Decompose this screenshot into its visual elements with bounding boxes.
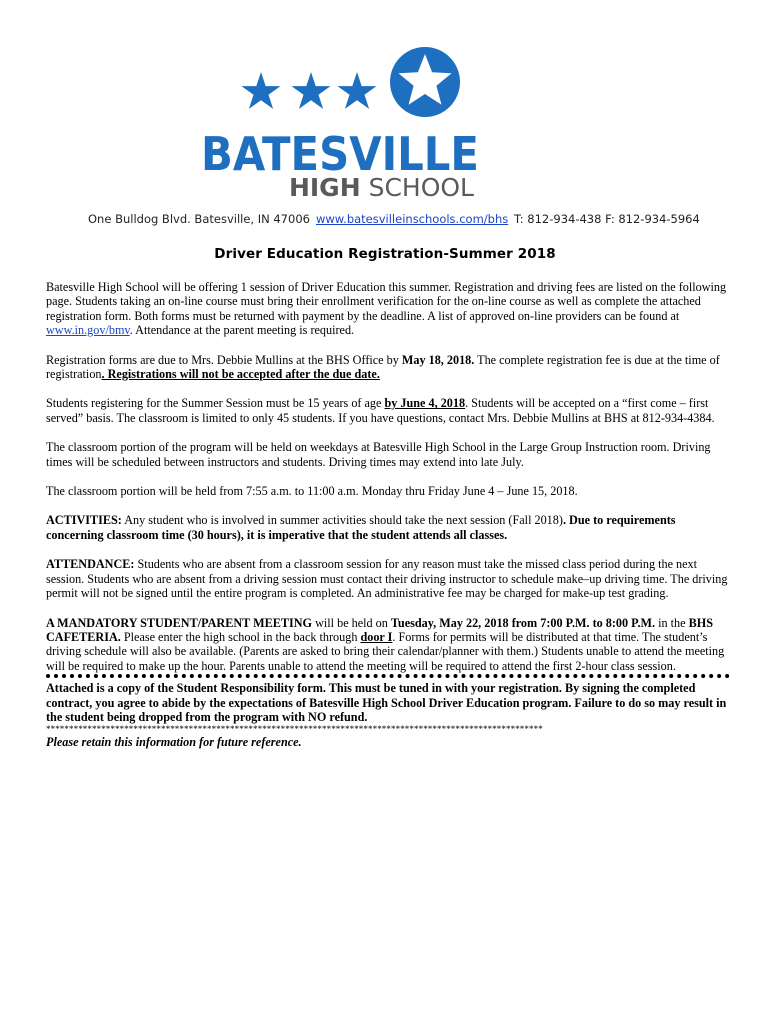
- activities-paragraph: ACTIVITIES: Any student who is involved in summer activities should take the next session (Fall 2018). Due to requirements concerning classroom time (30 hours), it is imperative that the student attends all classes.: [46, 513, 676, 542]
- document-body: [46, 280, 730, 750]
- bmv-link[interactable]: www.in.gov/bmv: [46, 323, 130, 338]
- due-paragraph: Registration forms are due to Mrs. Debbie Mullins at the BHS Office by May 18, 2018. The complete registration fee is due at the time of registration. Registrations will not be accepted after the due date.: [46, 352, 720, 382]
- asterisk-divider: ************************************************************************************************************: [46, 724, 543, 735]
- attendance-paragraph: ATTENDANCE: Students who are absent from a classroom session for any reason must take the missed class period during the next session. Students who are absent from a driving session must contact their driving instructor to schedule make–up driving time. The driving permit will not be signed until the entire program is completed. An administrative fee may be charged for make-up test grading.: [46, 557, 728, 601]
- logo-sub-light: SCHOOL: [368, 173, 474, 200]
- attached-paragraph: Attached is a copy of the Student Responsibility form. This must be tuned in with your registration. By signing the completed contract, you agree to abide by the expectations of Batesville High School Driver Education program. Failure to do so may result in the student being dropped from the program with NO refund.: [46, 681, 727, 724]
- schedule-paragraph: The classroom portion will be held from 7:55 a.m. to 11:00 a.m. Monday thru Friday June 4 – June 15, 2018.: [46, 484, 578, 499]
- phone-fax: T: 812-934-438 F: 812-934-5964: [514, 212, 700, 226]
- meeting-paragraph: A MANDATORY STUDENT/PARENT MEETING will be held on Tuesday, May 22, 2018 from 7:00 P.M. to 8:00 P.M. in the BHS CAFETERIA. Please enter the high school in the back through door I. Forms for permits will be distributed at that time. The student’s driving schedule will also be available. (Parents are asked to bring their calendar/planner with them.) Students unable to attend the meeting will be required to make up the hour. Parents unable to attend the meeting will be required to attend the first 2-hour class session.: [46, 615, 725, 673]
- address: One Bulldog Blvd. Batesville, IN 47006: [88, 212, 310, 226]
- school-logo: [0, 0, 770, 200]
- logo-name: BATESVILLE: [201, 127, 479, 181]
- website-link[interactable]: www.batesvilleinschools.com/bhs: [316, 212, 509, 226]
- dotted-divider: [46, 674, 730, 678]
- logo-star-1-icon: [242, 72, 281, 109]
- logo-star-3-icon: [338, 72, 377, 109]
- intro-paragraph: Batesville High School will be offering 1 session of Driver Education this summer. Registration and driving fees are listed on the following page. Students taking an on-line course must bring their enrollment verification for the on-line course as well as complete the attached registration form. Both forms must be returned with payment by the deadline. A list of approved on-line providers can be found at www.in.gov/bmv. Attendance at the parent meeting is required.: [46, 280, 727, 338]
- logo-subtitle: [289, 173, 474, 200]
- logo-star-2-icon: [292, 72, 331, 109]
- page-title: Driver Education Registration-Summer 2018: [214, 246, 556, 262]
- age-paragraph: Students registering for the Summer Session must be 15 years of age by June 4, 2018. Students will be accepted on a “first come – first served” basis. The classroom is limited to only 45 students. If you have questions, contact Mrs. Debbie Mullins at BHS at 812-934-4384.: [46, 396, 715, 425]
- retain-note: Please retain this information for future reference.: [46, 735, 302, 750]
- classroom-paragraph: The classroom portion of the program will be held on weekdays at Batesville High School in the Large Group Instruction room. Driving times will be scheduled between instructors and students. Driving times may extend into late July.: [46, 440, 711, 469]
- logo-sub-bold: HIGH: [288, 173, 361, 200]
